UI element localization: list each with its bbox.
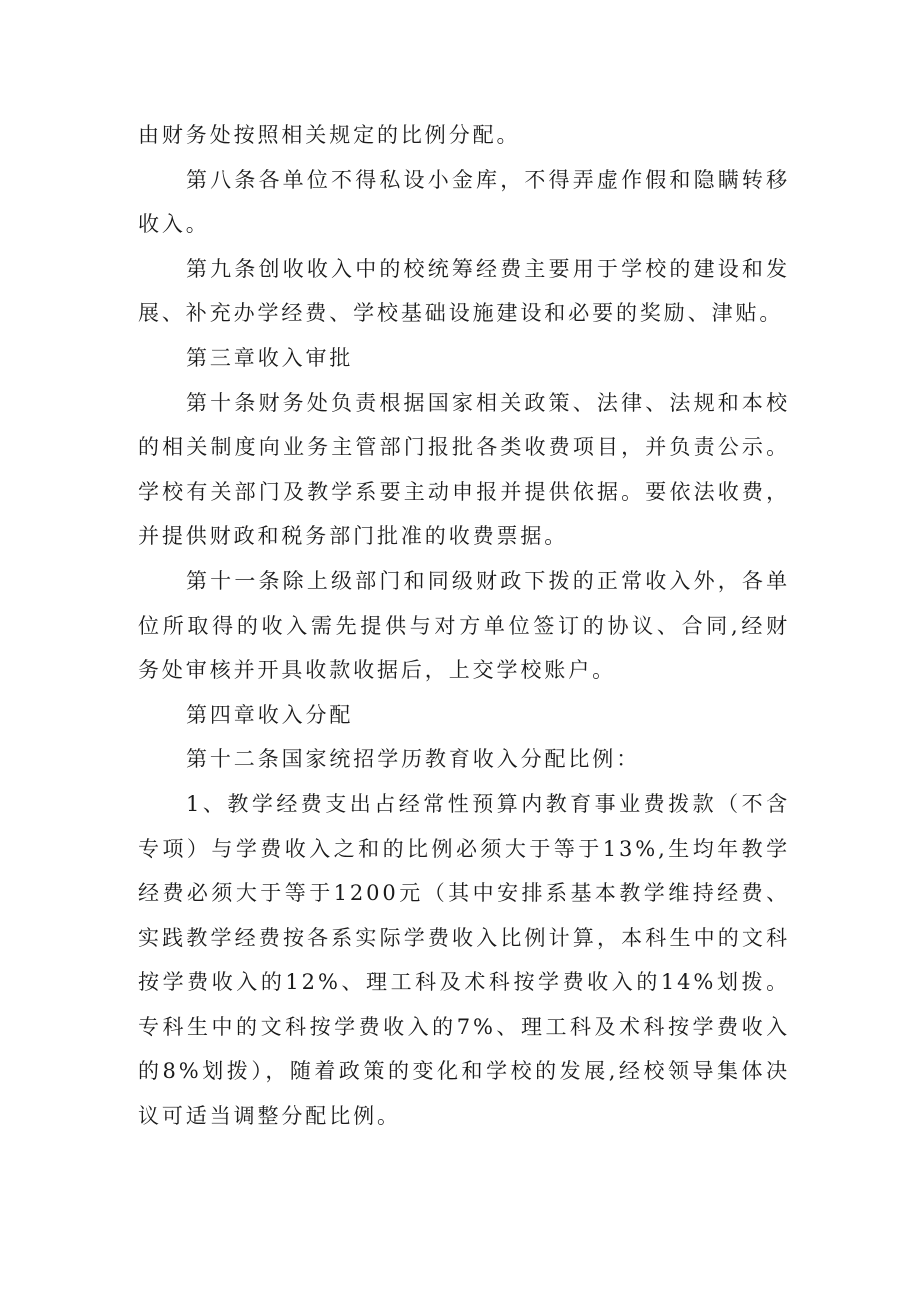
paragraph-article-10: 第十条财务处负责根据国家相关政策、法律、法规和本校的相关制度向业务主管部门报批各类收费项目，并负责公示。学校有关部门及教学系要主动申报并提供依据。要依法收费，并提供财政和税务部门批准的收费票据。 — [138, 390, 790, 549]
paragraph-article-11: 第十一条除上级部门和同级财政下拨的正常收入外，各单位所取得的收入需先提供与对方单位签订的协议、合同,经财务处审核并开具收款收据后，上交学校账户。 — [138, 568, 790, 683]
chapter-4-heading: 第四章收入分配 — [186, 702, 354, 727]
paragraph-article-9: 第九条创收收入中的校统筹经费主要用于学校的建设和发展、补充办学经费、学校基础设施建设和必要的奖励、津贴。 — [138, 256, 790, 326]
paragraph-article-8: 第八条各单位不得私设小金库，不得弄虚作假和隐瞒转移收入。 — [138, 167, 790, 237]
paragraph-continuation: 由财务处按照相关规定的比例分配。 — [138, 123, 521, 147]
paragraph-article-12: 第十二条国家统招学历教育收入分配比例： — [186, 747, 641, 772]
chapter-3-heading: 第三章收入审批 — [186, 345, 354, 370]
paragraph-item-1: 1、教学经费支出占经常性预算内教育事业费拨款（不含专项）与学费收入之和的比例必须大于等于13%,生均年教学经费必须大于等于1200元（其中安排系基本教学维持经费、实践教学经费按各系实际学费收入比例计算，本科生中的文科按学费收入的12%、理工科及术科按学费收入的14%划拨。专科生中的文科按学费收入的7%、理工科及术科按学费收入的8%划拨），随着政策的变化和学校的发展,经校领导集体决议可适当调整分配比例。 — [138, 791, 790, 1129]
document-body — [138, 113, 790, 1139]
